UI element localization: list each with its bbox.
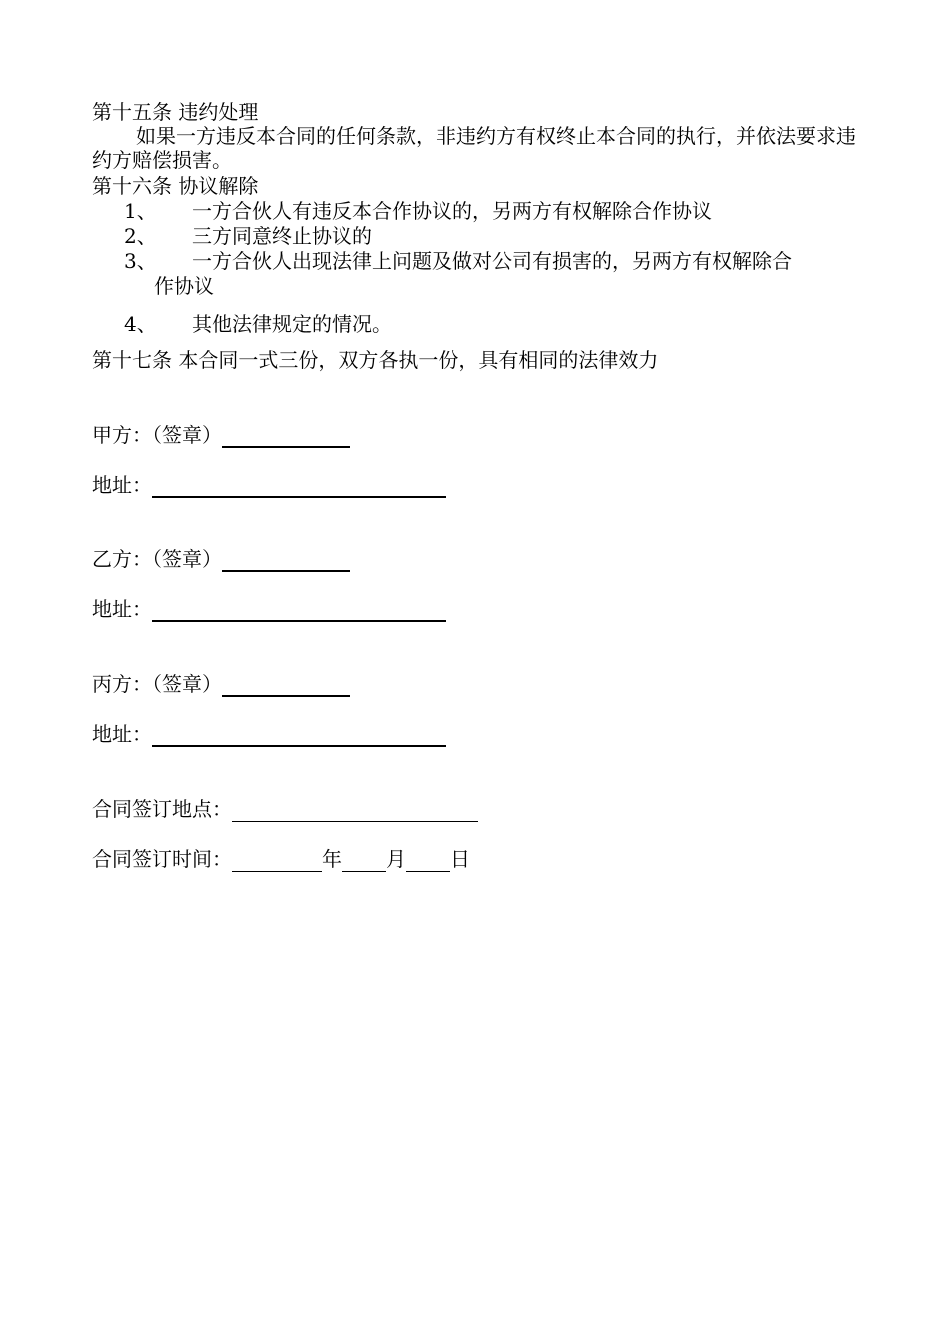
party-c-address-blank[interactable] [152, 725, 446, 747]
list-item-text-continued: 作协议 [154, 274, 214, 298]
article-15-heading: 第十五条 违约处理 [92, 100, 259, 124]
party-b-label: 乙方：（签章） [92, 547, 222, 571]
party-c-label: 丙方：（签章） [92, 672, 222, 696]
list-item-number: 3、 [124, 249, 157, 273]
party-a-signature-row [92, 422, 350, 448]
party-c-address-row [92, 721, 446, 747]
signing-time-label: 合同签订时间： [92, 847, 232, 871]
party-b-address-blank[interactable] [152, 600, 446, 622]
signing-month-blank[interactable] [342, 851, 386, 872]
party-b-signature-blank[interactable] [222, 550, 350, 572]
list-item-text: 其他法律规定的情况。 [192, 312, 392, 336]
party-c-signature-blank[interactable] [222, 675, 350, 697]
month-label: 月 [386, 847, 406, 871]
list-item-number: 4、 [124, 312, 157, 336]
article-17-heading: 第十七条 本合同一式三份，双方各执一份，具有相同的法律效力 [92, 348, 659, 372]
signing-place-row [92, 796, 478, 822]
signing-year-blank[interactable] [232, 851, 322, 872]
list-item-text: 一方合伙人出现法律上问题及做对公司有损害的，另两方有权解除合 [192, 249, 792, 273]
day-label: 日 [450, 847, 470, 871]
party-b-address-label: 地址： [92, 597, 152, 621]
party-b-signature-row [92, 546, 350, 572]
party-a-address-blank[interactable] [152, 476, 446, 498]
article-15-body: 如果一方违反本合同的任何条款，非违约方有权终止本合同的执行，并依法要求违约方赔偿损害。 [92, 124, 856, 172]
list-item-number: 2、 [124, 224, 157, 248]
party-a-signature-blank[interactable] [222, 426, 350, 448]
signing-day-blank[interactable] [406, 851, 450, 872]
signing-time-row [92, 846, 470, 872]
article-16-heading: 第十六条 协议解除 [92, 174, 259, 198]
party-c-address-label: 地址： [92, 722, 152, 746]
party-c-signature-row [92, 671, 350, 697]
signing-place-label: 合同签订地点： [92, 797, 232, 821]
list-item-number: 1、 [124, 199, 157, 223]
party-a-label: 甲方：（签章） [92, 423, 222, 447]
party-a-address-label: 地址： [92, 473, 152, 497]
list-item-text: 三方同意终止协议的 [192, 224, 372, 248]
signing-place-blank[interactable] [232, 801, 478, 822]
year-label: 年 [322, 847, 342, 871]
party-a-address-row [92, 472, 446, 498]
party-b-address-row [92, 596, 446, 622]
list-item-text: 一方合伙人有违反本合作协议的，另两方有权解除合作协议 [192, 199, 712, 223]
